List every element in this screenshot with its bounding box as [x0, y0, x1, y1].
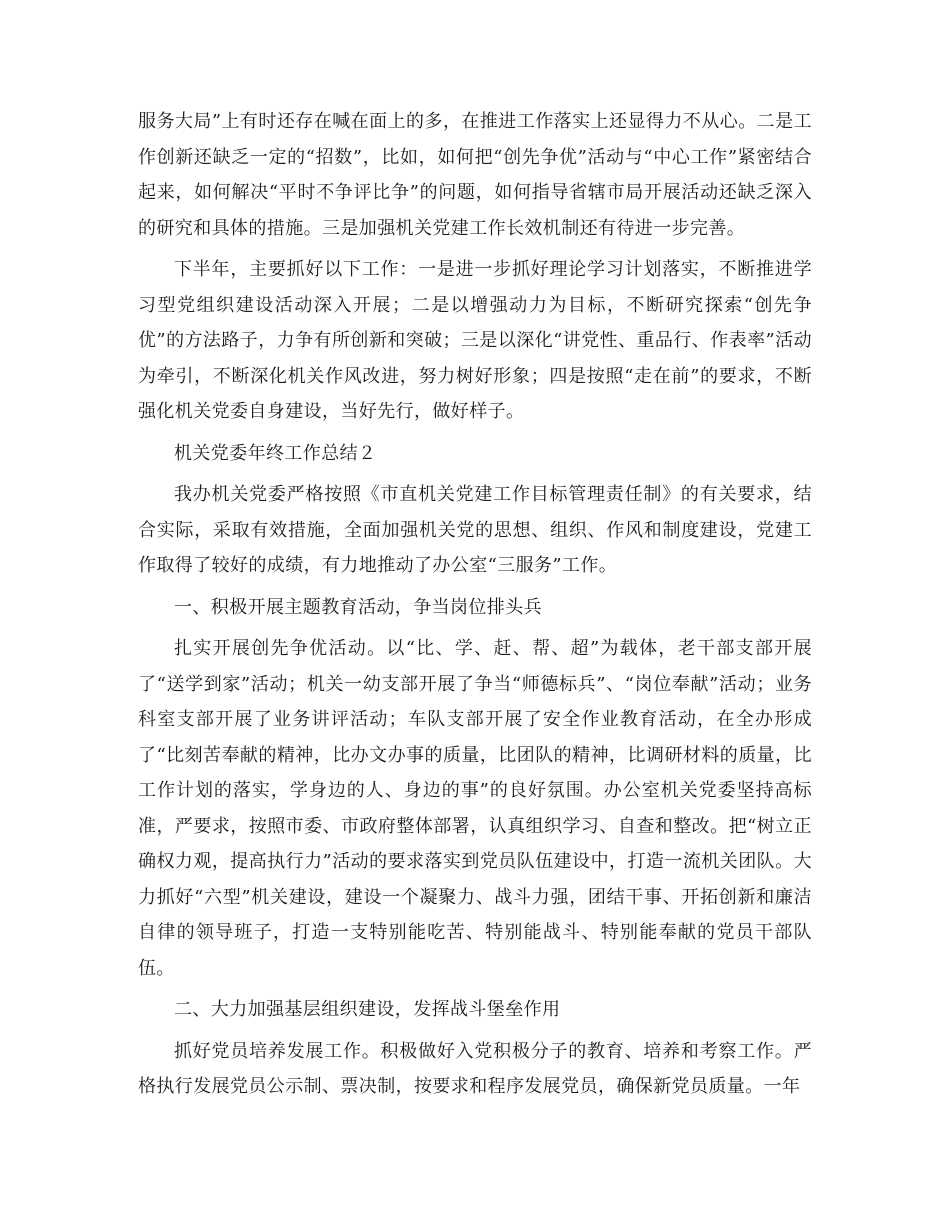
paragraph-1: 服务大局”上有时还存在喊在面上的多，在推进工作落实上还显得力不从心。二是工作创新还缺乏一定的“招数”，比如，如何把“创先争优”活动与“中心工作”紧密结合起来，如何解决“平时不争评比争”的问题，如何指导省辖市局开展活动还缺乏深入的研究和具体的措施。三是加强机关党建工作长效机制还有待进一步完善。	[138, 111, 812, 239]
paragraph-6: 扎实开展创先争优活动。以“比、学、赶、帮、超”为载体，老干部支部开展了“送学到家”活动；机关一幼支部开展了争当“师德标兵”、“岗位奉献”活动；业务科室支部开展了业务讲评活动；车队支部开展了安全作业教育活动，在全办形成了“比刻苦奉献的精神，比办文办事的质量，比团队的精神，比调研材料的质量，比工作计划的落实，学身边的人、身边的事”的良好氛围。办公室机关党委坚持高标准，严要求，按照市委、市政府整体部署，认真组织学习、自查和整改。把“树立正确权力观，提高执行力”活动的要求落实到党员队伍建设中，打造一流机关团队。大力抓好“六型”机关建设，建设一个凝聚力、战斗力强，团结干事、开拓创新和廉洁自律的领导班子，打造一支特别能吃苦、特别能战斗、特别能奉献的党员干部队伍。	[138, 638, 812, 979]
section-title: 机关党委年终工作总结２	[174, 442, 377, 464]
paragraph-8: 抓好党员培养发展工作。积极做好入党积极分子的教育、培养和考察工作。严格执行发展党员公示制、票决制，按要求和程序发展党员，确保新党员质量。一年	[138, 1040, 812, 1097]
section-heading-1: 一、积极开展主题教育活动，争当岗位排头兵	[174, 596, 542, 618]
paragraph-4: 我办机关党委严格按照《市直机关党建工作目标管理责任制》的有关要求，结合实际，采取有效措施，全面加强机关党的思想、组织、作风和制度建设，党建工作取得了较好的成绩，有力地推动了办公室“三服务”工作。	[138, 484, 812, 576]
paragraph-2: 下半年，主要抓好以下工作：一是进一步抓好理论学习计划落实，不断推进学习型党组织建设活动深入开展；二是以增强动力为目标，不断研究探索“创先争优”的方法路子，力争有所创新和突破；三是以深化“讲党性、重品行、作表率”活动为牵引，不断深化机关作风改进，努力树好形象；四是按照“走在前”的要求，不断强化机关党委自身建设，当好先行，做好样子。	[138, 259, 812, 422]
document-page	[138, 104, 812, 1111]
section-heading-2: 二、大力加强基层组织建设，发挥战斗堡垒作用	[174, 999, 561, 1020]
